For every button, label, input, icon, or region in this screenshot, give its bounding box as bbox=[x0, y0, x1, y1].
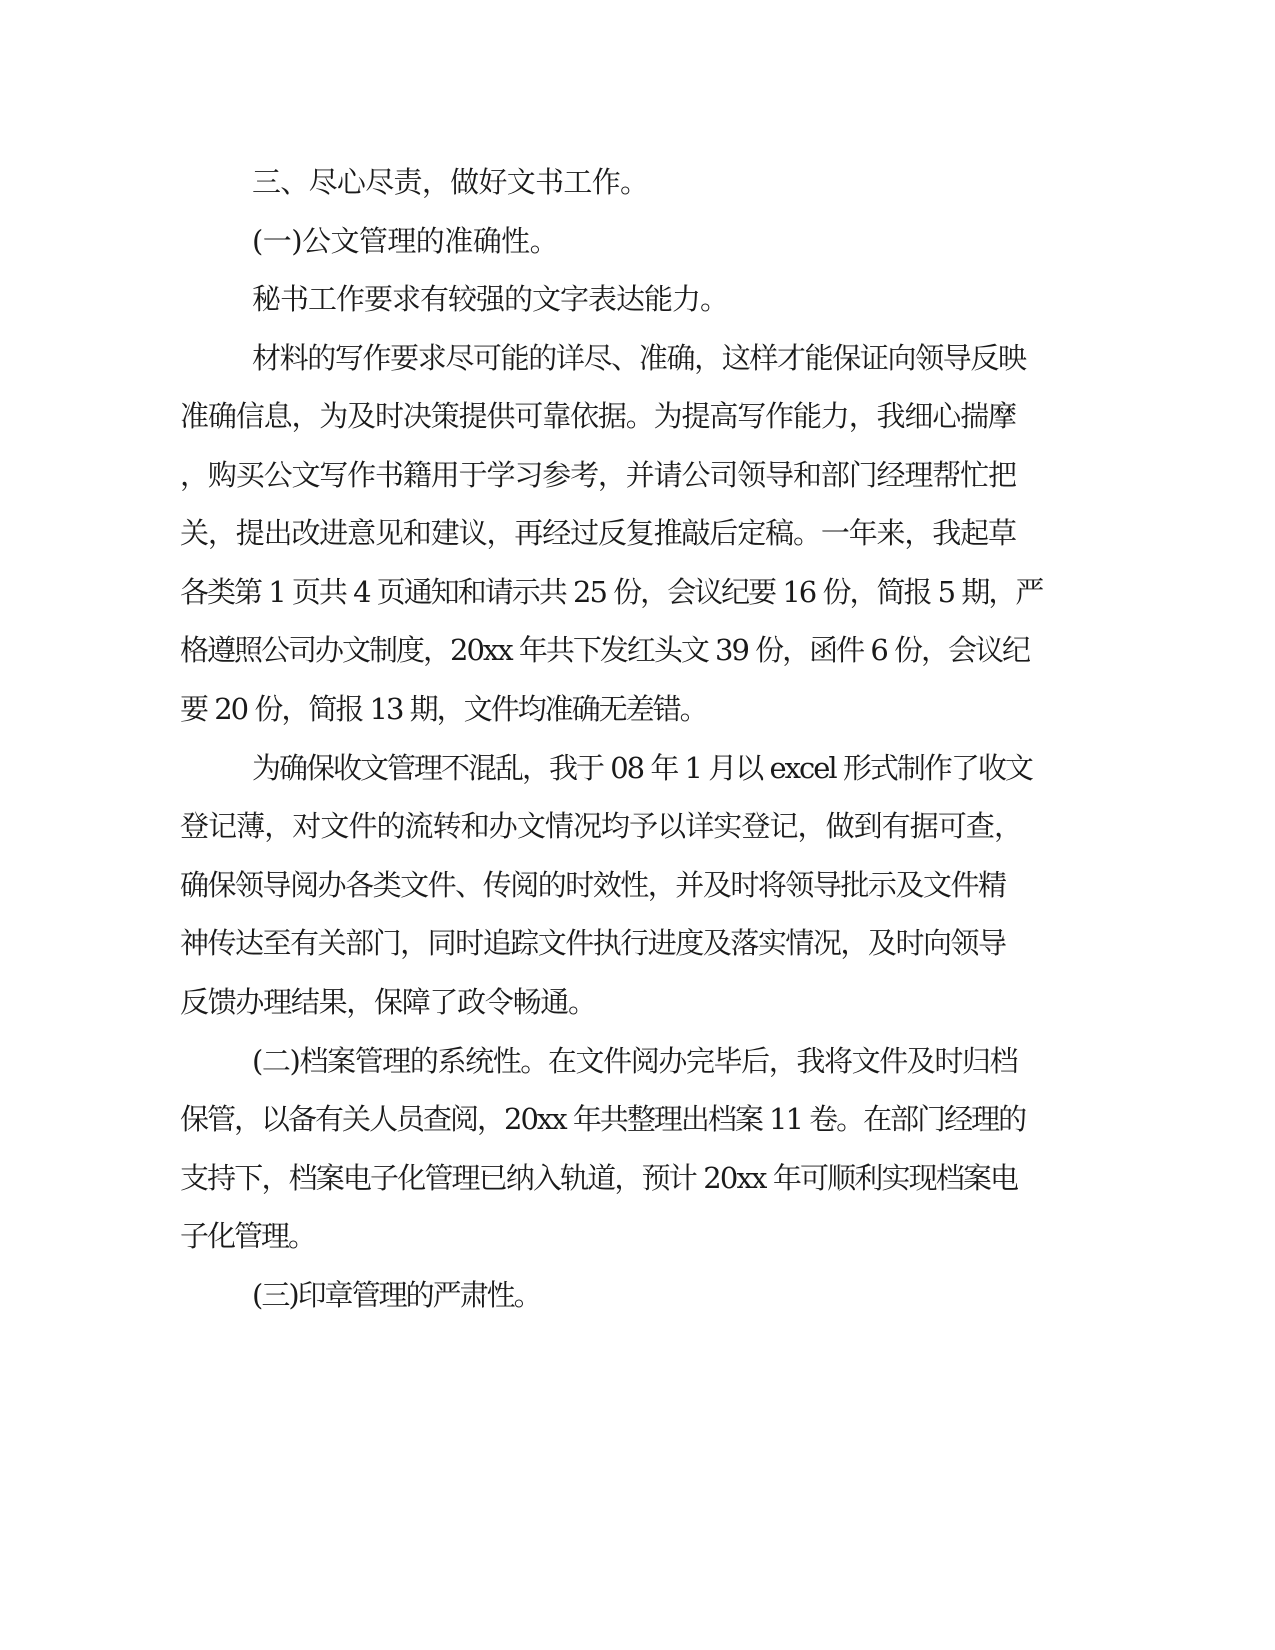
paragraph-line: 支持下，档案电子化管理已纳入轨道，预计 20xx 年可顺利实现档案电 bbox=[180, 1161, 1018, 1195]
subheading-archive-system: (二)档案管理的系统性。在文件阅办完毕后，我将文件及时归档 bbox=[252, 1044, 1018, 1078]
paragraph-line: 确保领导阅办各类文件、传阅的时效性，并及时将领导批示及文件精 bbox=[180, 868, 1006, 902]
paragraph-line: 登记薄，对文件的流转和办文情况均予以详实登记，做到有据可查， bbox=[180, 809, 1023, 843]
paragraph-line: 格遵照公司办文制度，20xx 年共下发红头文 39 份，函件 6 份，会议纪 bbox=[180, 633, 1030, 667]
paragraph-line: 材料的写作要求尽可能的详尽、准确，这样才能保证向领导反映 bbox=[252, 341, 1026, 375]
paragraph-line: 保管，以备有关人员查阅，20xx 年共整理出档案 11 卷。在部门经理的 bbox=[180, 1102, 1026, 1136]
subheading-seal-management: (三)印章管理的严肃性。 bbox=[252, 1278, 541, 1312]
paragraph-line: 反馈办理结果，保障了政令畅通。 bbox=[180, 985, 596, 1019]
paragraph-line: 准确信息，为及时决策提供可靠依据。为提高写作能力，我细心揣摩 bbox=[180, 399, 1016, 433]
heading-section-three: 三、尽心尽责，做好文书工作。 bbox=[252, 165, 649, 199]
paragraph-line: 为确保收文管理不混乱，我于 08 年 1 月以 excel 形式制作了收文 bbox=[252, 751, 1032, 785]
paragraph-line: 要 20 份，简报 13 期，文件均准确无差错。 bbox=[180, 692, 707, 726]
paragraph-line: 各类第 1 页共 4 页通知和请示共 25 份，会议纪要 16 份，简报 5 期，严 bbox=[180, 575, 1043, 609]
paragraph-line: ，购买公文写作书籍用于学习参考，并请公司领导和部门经理帮忙把 bbox=[180, 458, 1016, 492]
subheading-document-accuracy: (一)公文管理的准确性。 bbox=[252, 224, 559, 258]
paragraph-line: 秘书工作要求有较强的文字表达能力。 bbox=[252, 282, 729, 316]
paragraph-line: 神传达至有关部门，同时追踪文件执行进度及落实情况，及时向领导 bbox=[180, 926, 1006, 960]
paragraph-line: 关，提出改进意见和建议，再经过反复推敲后定稿。一年来，我起草 bbox=[180, 516, 1016, 550]
paragraph-line: 子化管理。 bbox=[180, 1219, 316, 1253]
